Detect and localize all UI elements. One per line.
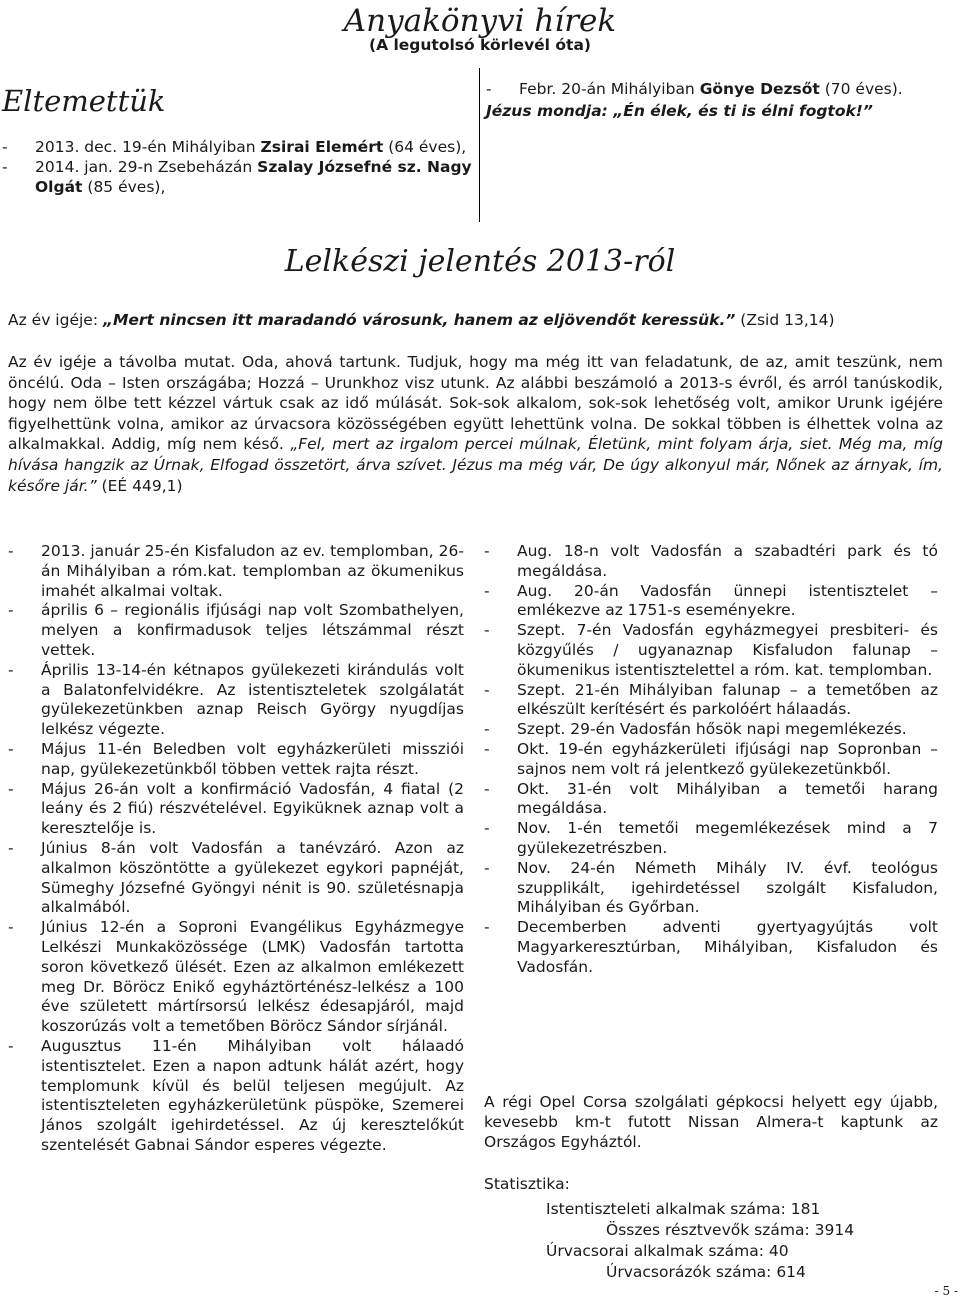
column-divider <box>479 68 480 222</box>
event-text: Május 26-án volt a konfirmáció Vadosfán, 4 fiatal (2 leány és 2 fiú) részvételével. Egyiküknek aznap volt a keresztelője is. <box>41 779 464 838</box>
list-dash: - <box>8 601 14 620</box>
hymn-quote: „Fel, mert az irgalom percei múlnak, Életünk, mint folyam árja, siet. Még ma, míg hívása hangzik az Úrnak, Elfogad összetört, árva szívet. Jézus ma még vár, De úgy alkonyul már, Nőnek az árnyak, ím, későre jár.” <box>8 435 944 495</box>
event-text: Decemberben adventi gyertyagyújtás volt Magyarkeresztúrban, Mihályiban, Kisfaludon és Vadosfán. <box>517 918 938 976</box>
list-dash: - <box>8 542 14 560</box>
event-text: Aug. 18-n volt Vadosfán a szabadtéri park és tó megáldása. <box>517 542 938 580</box>
list-dash: - <box>8 739 14 758</box>
event-item <box>484 681 938 721</box>
event-text: Augusztus 11-én Mihályiban volt hálaadó istentisztelet. Ezen a napon adtunk hálát azért, hogy templomunk kívül és belül teljesen megújult. Az istentiszteleten egyházkerületünk püspöke, Szemerei János szolgált igehirdetéssel. Az új keresztelőkút szentelését Gabnai Sándor esperes végezte. <box>41 1036 464 1154</box>
list-dash: - <box>2 157 8 176</box>
event-item <box>8 740 464 780</box>
motto-text: „Mert nincsen itt maradandó városunk, hanem az eljövendőt keressük.” <box>102 311 736 329</box>
event-text: Aug. 20-án Vadosfán ünnepi istentisztelet – emlékezve az 1751-s eseményekre. <box>517 581 938 620</box>
list-dash: - <box>484 542 490 560</box>
paragraph-text: Az év igéje a távolba mutat. Oda, ahová tartunk. Tudjuk, hogy ma még itt van feladatunk, de az, amit teszünk, nem öncélú. Oda – Isten országába; Hozzá – Urunkhoz visz utunk. Az alábbi beszámoló a 2013-s évről, és arról tanúskodik, hogy nem ölbe tett kézzel vártuk csak az idő múlását. Sok-sok alkalom, sok-sok lehetőség volt, amikor Urunk igéjére figyelhettünk volna, amikor az úrvacsora közösségében együtt lehettünk volna. De sokkal többen is élhettek volna az alkalmakkal. Addig, míg nem késő. <box>8 353 943 454</box>
event-text: Június 12-én a Soproni Evangélikus Egyházmegye Lelkészi Munkaközössége (LMK) Vadosfán tartotta soron következő ülését. Ezen az alkalmon emlékezett meg Dr. Böröcz Enikő egyháztörténész-lelkész a 100 éve született mártírsorsú lelkész édesapjáról, majd koszorúzás volt a temetőben Böröcz Sándor sírjánál. <box>41 918 464 1036</box>
list-dash: - <box>8 918 14 937</box>
list-dash: - <box>8 779 14 798</box>
death-entry <box>486 80 946 100</box>
event-item <box>8 1037 464 1156</box>
list-dash: - <box>484 621 490 640</box>
list-dash: - <box>484 680 490 699</box>
deaths-list-right <box>486 80 946 122</box>
death-age: (64 éves), <box>383 138 467 156</box>
event-text: Szept. 21-én Mihályiban falunap – a temetőben az elkészült kerítésért és parkolóért hálaadás. <box>517 680 938 719</box>
deaths-list-left <box>2 138 474 197</box>
events-list-right <box>484 542 938 978</box>
page-subtitle: (A legutolsó körlevél óta) <box>368 36 591 54</box>
death-entry <box>2 158 474 198</box>
stat-services: Istentiszteleti alkalmak száma: 181 <box>546 1200 821 1218</box>
motto-label: Az év igéje: <box>8 311 103 329</box>
list-dash: - <box>484 739 490 758</box>
event-text: április 6 – regionális ifjúsági nap volt Szombathelyen, melyen a konfirmadusok teljes létszámmal részt vettek. <box>41 601 464 659</box>
year-motto <box>8 311 835 329</box>
event-item <box>484 621 938 680</box>
event-text: Szept. 7-én Vadosfán egyházmegyei presbiteri- és közgyűlés / ugyanaznap Kisfaludon falunap – ökumenikus istentisztelettel a róm. kat. templomban. <box>517 621 938 679</box>
hymn-reference: (EÉ 449,1) <box>96 476 183 495</box>
event-text: 2013. január 25-én Kisfaludon az ev. templomban, 26-án Mihályiban a róm.kat. templomban az ökumenikus imahét alkalmai voltak. <box>41 542 464 600</box>
car-note: A régi Opel Corsa szolgálati gépkocsi helyett egy újabb, kevesebb km-t futott Nissan Almera-t kaptunk az Országos Egyháztól. <box>484 1093 938 1151</box>
list-dash: - <box>8 838 14 857</box>
list-dash: - <box>8 660 14 679</box>
event-item <box>484 740 938 780</box>
list-dash: - <box>484 918 490 937</box>
jesus-quote: Jézus mondja: „Én élek, és ti is élni fogtok!” <box>486 101 873 120</box>
event-item <box>8 661 464 740</box>
death-name: Szalay Józsefné sz. Nagy Olgát <box>35 157 472 196</box>
event-text: Okt. 19-én egyházkerületi ifjúsági nap Sopronban – sajnos nem volt rá jelentkező gyülekezetünkből. <box>517 739 938 778</box>
death-entry <box>2 138 474 158</box>
event-item <box>484 819 938 859</box>
event-item <box>484 720 938 740</box>
death-age: (85 éves), <box>82 177 166 196</box>
deaths-heading: Eltemettük <box>2 84 166 118</box>
event-item <box>484 582 938 622</box>
event-item <box>484 542 938 582</box>
list-dash: - <box>484 858 490 877</box>
event-item <box>484 859 938 918</box>
list-dash: - <box>484 581 490 600</box>
event-item <box>8 839 464 918</box>
event-item <box>8 542 464 601</box>
list-dash: - <box>2 138 8 156</box>
report-title: Lelkészi jelentés 2013-ról <box>284 244 676 279</box>
event-item <box>8 918 464 1037</box>
death-age: (70 éves). <box>819 80 903 98</box>
list-dash: - <box>484 779 490 798</box>
death-date: 2013. dec. 19-én Mihályiban <box>35 138 261 156</box>
stat-communions: Úrvacsorai alkalmak száma: 40 <box>546 1242 789 1260</box>
event-item <box>484 918 938 977</box>
page-title: Anyakönyvi hírek <box>343 3 617 39</box>
event-text: Május 11-én Beledben volt egyházkerületi missziói nap, gyülekezetünkből többen vettek rajta részt. <box>41 739 464 778</box>
report-paragraph <box>8 352 943 496</box>
event-text: Nov. 1-én temetői megemlékezések mind a 7 gyülekezetrészben. <box>517 819 938 857</box>
statistics-label: Statisztika: <box>484 1175 570 1193</box>
stat-participants: Összes résztvevők száma: 3914 <box>606 1221 855 1239</box>
event-text: Június 8-án volt Vadosfán a tanévzáró. Azon az alkalmon köszöntötte a gyülekezet egykori papnéját, Sümeghy Józsefné Gyöngyi nénit is 90. születésnapja alkalmából. <box>41 838 464 917</box>
page-number: - 5 - <box>934 1284 958 1298</box>
event-text: Okt. 31-én volt Mihályiban a temetői harang megáldása. <box>517 779 938 818</box>
event-text: Nov. 24-én Németh Mihály IV. évf. teológus szupplikált, igehirdetéssel szolgált Kisfaludon, Mihályiban és Győrban. <box>517 858 938 917</box>
event-text: Szept. 29-én Vadosfán hősök napi megemlékezés. <box>517 720 907 739</box>
stat-communicants: Úrvacsorázók száma: 614 <box>606 1263 806 1281</box>
event-text: Április 13-14-én kétnapos gyülekezeti kirándulás volt a Balatonfelvidékre. Az istentiszteletek szolgálatát gyülekezetünkben aznap Reisch György nyugdíjas lelkész végezte. <box>41 660 464 739</box>
death-date: 2014. jan. 29-n Zsebeházán <box>35 157 258 176</box>
list-dash: - <box>484 819 490 838</box>
death-name: Gönye Dezsőt <box>699 80 820 98</box>
list-dash: - <box>484 720 490 739</box>
event-item <box>8 601 464 660</box>
list-dash: - <box>8 1036 14 1055</box>
event-item <box>484 780 938 820</box>
events-list-left <box>8 542 464 1156</box>
death-date: Febr. 20-án Mihályiban <box>519 80 700 98</box>
motto-reference: (Zsid 13,14) <box>735 311 835 329</box>
death-name: Zsirai Elemért <box>260 138 384 156</box>
list-dash: - <box>486 80 492 98</box>
event-item <box>8 780 464 839</box>
